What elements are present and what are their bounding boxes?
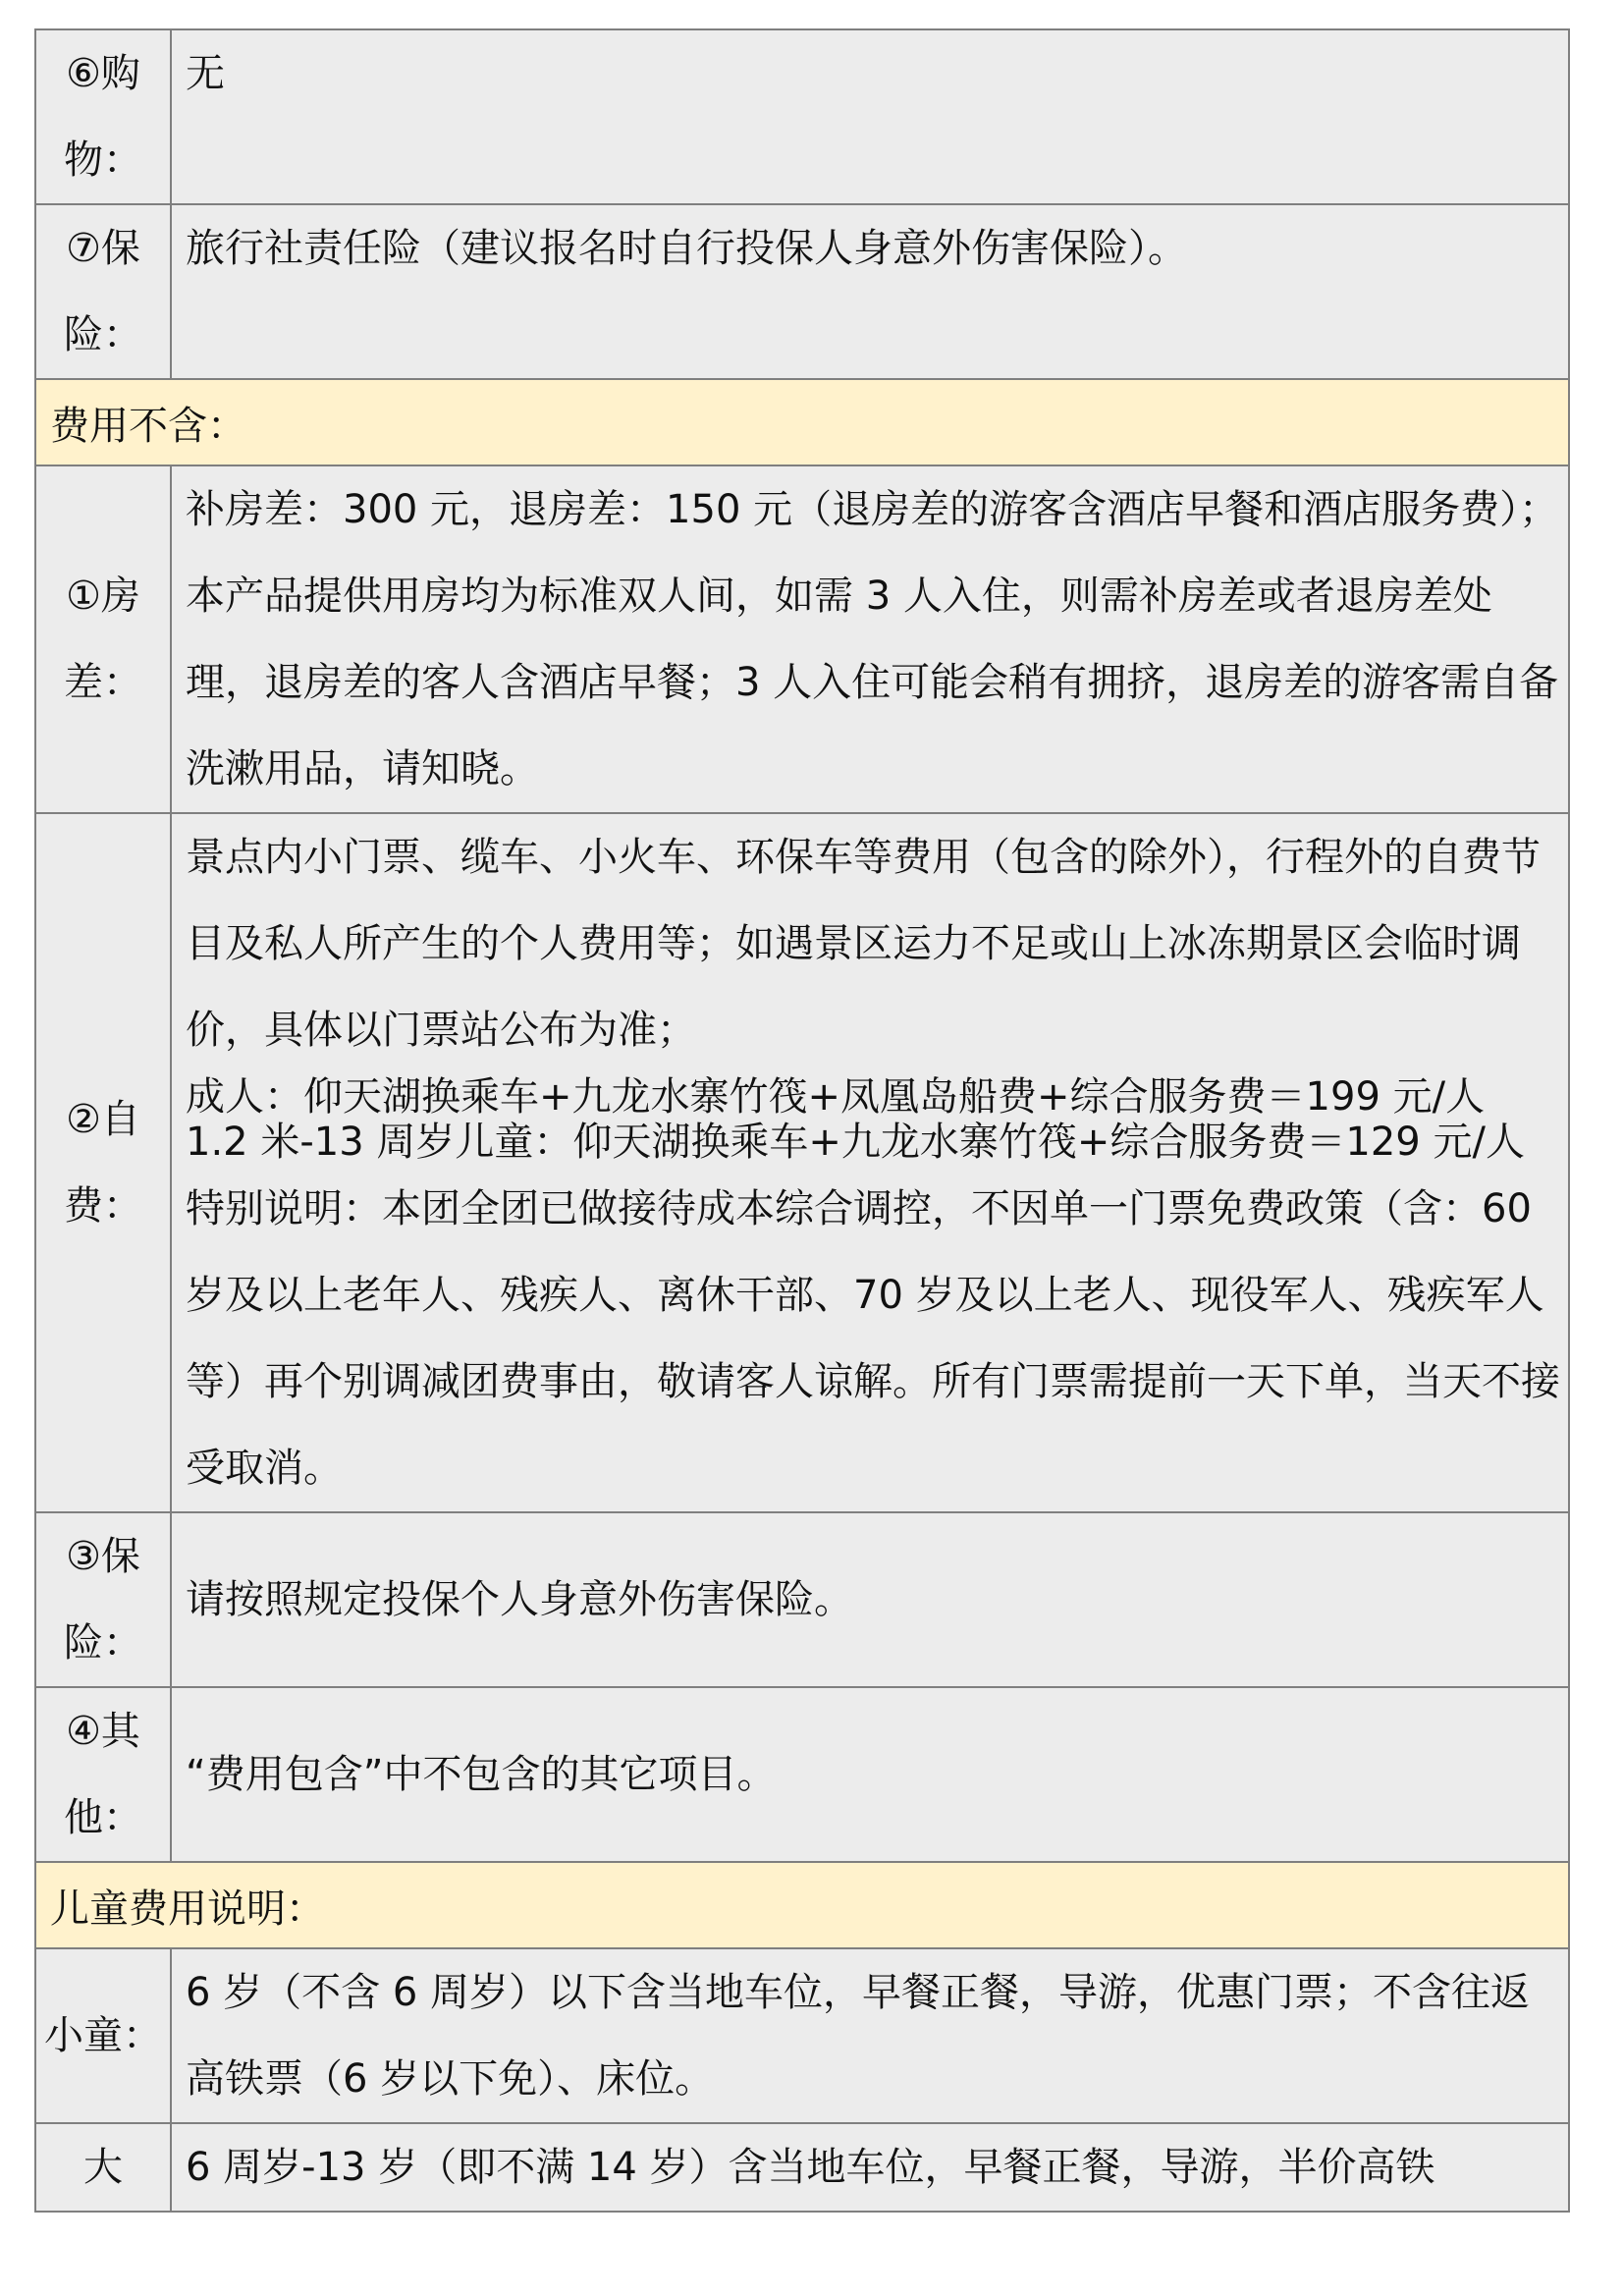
- excluded-header-row: [35, 379, 1569, 465]
- row-label: 小童：: [35, 1948, 171, 2123]
- row-label: 大: [35, 2123, 171, 2212]
- insurance-excluded-row: [35, 1512, 1569, 1687]
- row-label: ④其他：: [35, 1687, 171, 1862]
- self-pay-row: [35, 813, 1569, 1512]
- small-child-row: [35, 1948, 1569, 2123]
- row-label: ③保险：: [35, 1512, 171, 1687]
- row-value: “费用包含”中不包含的其它项目。: [171, 1687, 1569, 1862]
- row-label: ①房差：: [35, 465, 171, 813]
- room-diff-row: [35, 465, 1569, 813]
- children-header-row: [35, 1862, 1569, 1948]
- insurance-included-row: [35, 204, 1569, 379]
- fee-details-table: [34, 28, 1570, 2213]
- row-value: 旅行社责任险（建议报名时自行投保人身意外伤害保险）。: [171, 204, 1569, 379]
- shopping-row: [35, 29, 1569, 204]
- row-value: 补房差：300 元，退房差：150 元（退房差的游客含酒店早餐和酒店服务费）；本产品提供用房均为标准双人间，如需 3 人入住，则需补房差或者退房差处理，退房差的客人含酒店早餐；3 人入住可能会稍有拥挤，退房差的游客需自备洗漱用品，请知晓。: [171, 465, 1569, 813]
- section-header: 费用不含：: [35, 379, 1569, 465]
- row-label: ⑦保险：: [35, 204, 171, 379]
- row-label: ⑥购物：: [35, 29, 171, 204]
- self-pay-adult: 成人：仰天湖换乘车+九龙水寨竹筏+凤凰岛船费+综合服务费＝199 元/人: [186, 1074, 1486, 1120]
- other-row: [35, 1687, 1569, 1862]
- self-pay-note: 特别说明：本团全团已做接待成本综合调控，不因单一门票免费政策（含：60 岁及以上老年人、残疾人、离休干部、70 岁及以上老人、现役军人、残疾军人等）再个别调减团费事由，敬请客人谅解。所有门票需提前一天下单，当天不接受取消。: [186, 1186, 1560, 1491]
- self-pay-intro: 景点内小门票、缆车、小火车、环保车等费用（包含的除外），行程外的自费节目及私人所产生的个人费用等；如遇景区运力不足或山上冰冻期景区会临时调价，具体以门票站公布为准；: [186, 835, 1541, 1053]
- row-value: 请按照规定投保个人身意外伤害保险。: [171, 1512, 1569, 1687]
- row-label: ②自费：: [35, 813, 171, 1512]
- row-value: 6 岁（不含 6 周岁）以下含当地车位，早餐正餐，导游，优惠门票；不含往返高铁票（6 岁以下免）、床位。: [171, 1948, 1569, 2123]
- self-pay-child: 1.2 米-13 周岁儿童：仰天湖换乘车+九龙水寨竹筏+综合服务费＝129 元/人: [186, 1120, 1525, 1165]
- row-value: 无: [171, 29, 1569, 204]
- row-value: 6 周岁-13 岁（即不满 14 岁）含当地车位，早餐正餐，导游，半价高铁: [171, 2123, 1569, 2212]
- section-header: 儿童费用说明：: [35, 1862, 1569, 1948]
- big-child-row: [35, 2123, 1569, 2212]
- self-pay-value: [171, 813, 1569, 1512]
